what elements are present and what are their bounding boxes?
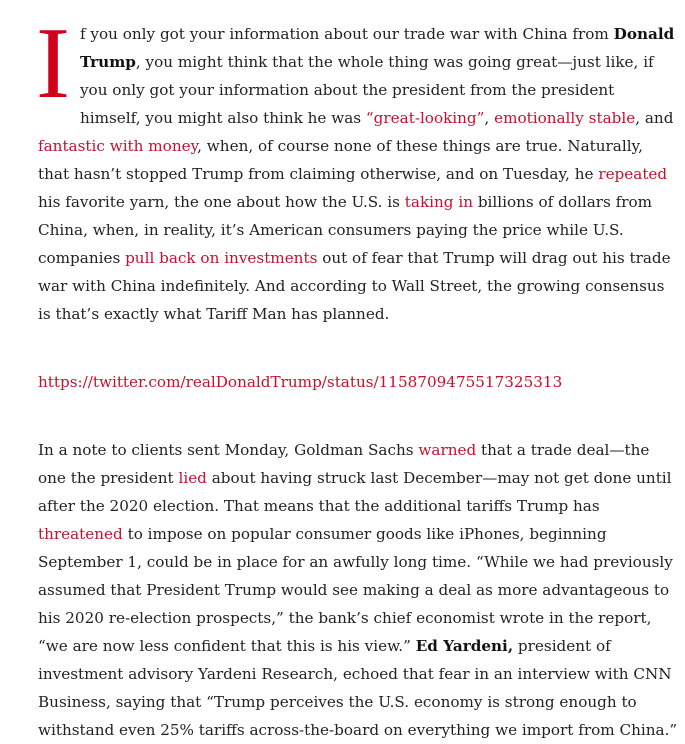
- text-run: his favorite yarn, the one about how the U.S. is: [38, 193, 405, 211]
- tweet-link[interactable]: https://twitter.com/realDonaldTrump/status/1158709475517325313: [38, 373, 563, 391]
- text-run: , when, of course none of these things are true. Naturally, that hasn’t stopped Trump from claiming otherwise, and on Tuesday, he: [38, 137, 643, 183]
- link-repeated[interactable]: repeated: [598, 165, 668, 183]
- link-emotionally-stable[interactable]: emotionally stable: [494, 109, 636, 127]
- text-run: , and: [635, 109, 674, 127]
- text-run: ,: [484, 109, 495, 127]
- bold-name-donald-trump: Donald Trump: [79, 25, 675, 71]
- text-run: out of fear that Trump will drag out his trade war with China indefinitely. And according to Wall Street, the growing consensus is that’s exactly what Tariff Man has planned.: [38, 249, 671, 323]
- text-run: that a trade deal—the one the president: [38, 441, 650, 487]
- link-lied[interactable]: lied: [178, 469, 207, 487]
- text-run: president of investment advisory Yardeni Research, echoed that fear in an interview with CNN Business, saying that “Trump perceives the U.S. economy is strong enough to withstand even 25% tariffs across-the-board on everything we import from China.”: [38, 637, 678, 739]
- paragraph-intro: [36, 7, 678, 328]
- tweet-embed-paragraph: [38, 368, 678, 396]
- text-run: In a note to clients sent Monday, Goldman Sachs: [38, 441, 419, 459]
- link-pull-back-on-investments[interactable]: pull back on investments: [125, 249, 318, 267]
- drop-cap: I: [36, 7, 70, 120]
- link-threatened[interactable]: threatened: [38, 525, 123, 543]
- text-run: , you might think that the whole thing was going great—just like, if you only got your information about the president from the president himself, you might also think he was: [79, 53, 654, 127]
- text-run: about having struck last December—may not get done until after the 2020 election. That means that the additional tariffs Trump has: [38, 469, 672, 515]
- bold-name-ed-yardeni: Ed Yardeni,: [415, 637, 514, 655]
- link-great-looking[interactable]: “great-looking”: [365, 109, 485, 127]
- text-run: f you only got your information about our trade war with China from: [79, 25, 614, 43]
- paragraph-goldman-note: [38, 436, 678, 744]
- link-taking-in[interactable]: taking in: [404, 193, 473, 211]
- text-run: to impose on popular consumer goods like iPhones, beginning September 1, could be in place for an awfully long time. “While we had previously assumed that President Trump would see making a deal as more advantageous to his 2020 re-election prospects,” the bank’s chief economist wrote in the report, “we are now less confident that this is his view.”: [38, 525, 673, 655]
- article-body: [36, 7, 678, 744]
- text-run: billions of dollars from China, when, in reality, it’s American consumers paying the price while U.S. companies: [38, 193, 653, 267]
- link-warned[interactable]: warned: [418, 441, 477, 459]
- link-fantastic-with-money[interactable]: fantastic with money: [38, 137, 198, 155]
